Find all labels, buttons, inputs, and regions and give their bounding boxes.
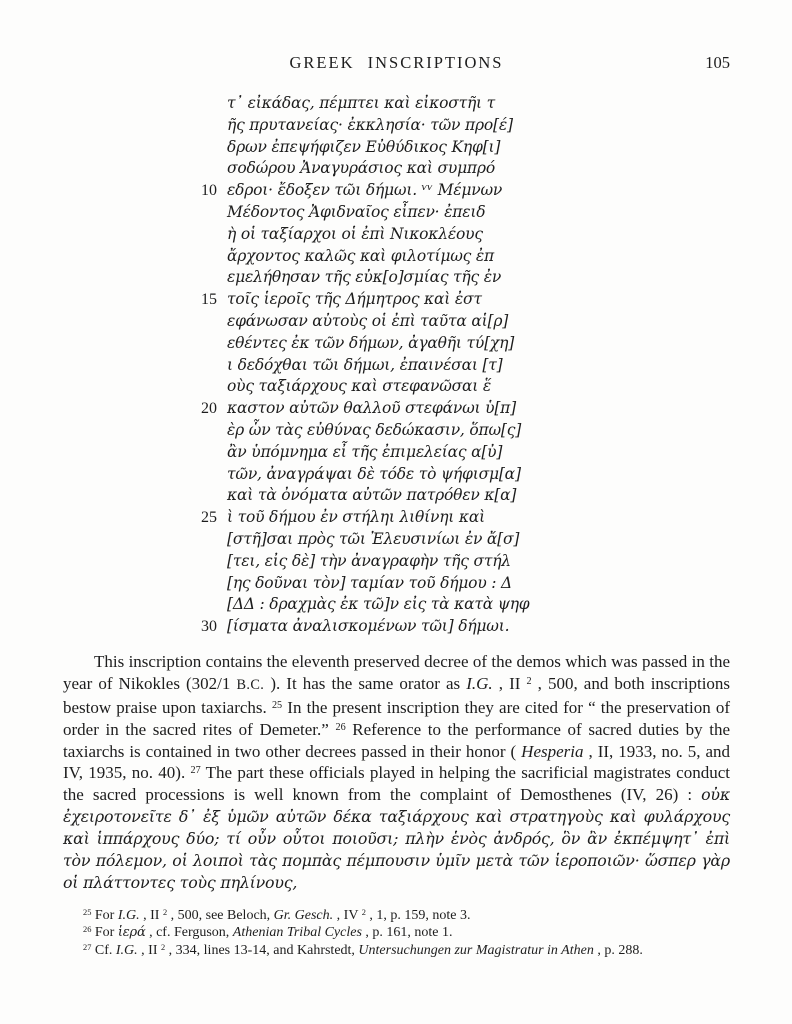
inscription-line <box>63 333 730 355</box>
inscription-line <box>63 311 730 333</box>
footnote-run: Athenian Tribal Cycles <box>232 925 362 941</box>
line-text: ὲρ ὧν τὰς εὐθύνας δεδώκασιν, ὅπω[ς] <box>227 420 522 439</box>
line-number <box>63 267 227 289</box>
line-number <box>63 246 227 268</box>
line-number <box>63 158 227 180</box>
footnote-run: 2 <box>162 907 168 917</box>
footnote-run: , II <box>141 943 158 959</box>
line-number <box>63 137 227 159</box>
inscription-line <box>63 137 730 159</box>
inscription-line <box>63 464 730 486</box>
line-number: 10 <box>201 182 217 200</box>
footnote-run: 2 <box>361 907 366 917</box>
inscription-line <box>63 246 730 268</box>
line-number <box>63 442 227 464</box>
line-number <box>63 115 227 137</box>
footnotes-section <box>63 907 730 960</box>
line-text: τ᾽ εἰκάδας, πέμπτει καὶ εἰκοστῆι τ <box>227 94 496 112</box>
inscription-line <box>63 224 730 246</box>
text-run: I.G. <box>466 673 493 693</box>
line-text: σοδώρου Ἀναγυράσιος καὶ συμπρό <box>227 159 495 178</box>
line-text: δρων ἐπεψήφιζεν Εὐθύδικος Κηφ[ι] <box>227 137 501 156</box>
inscription-line <box>63 573 730 595</box>
inscription-line <box>63 507 730 529</box>
line-number <box>63 202 227 224</box>
inscription-line <box>63 376 730 398</box>
footnote-run: For <box>94 925 118 941</box>
footnote <box>63 907 730 925</box>
line-number <box>63 594 227 616</box>
line-text: ἄρχοντος καλῶς καὶ φιλοτίμως ἐπ <box>227 246 494 265</box>
line-text: εφάνωσαν αὐτοὺς οἱ ἐπὶ ταῦτα αἱ[ρ] <box>227 311 509 330</box>
line-text: [ης δοῦναι τὸν] ταμίαν τοῦ δήμου : Δ <box>227 573 513 592</box>
line-text: [ίσματα ἀναλισκομένων τῶι] δήμωι. <box>227 617 510 636</box>
footnote <box>63 942 730 960</box>
line-text: Μέδοντος Ἀφιδναῖος εἶπεν· ἐπειδ <box>227 202 486 221</box>
line-text: ὶ τοῦ δήμου ἐν στήληι λιθίνηι καὶ <box>227 508 485 527</box>
inscription-line <box>63 529 730 551</box>
footnote-run: I.G. <box>117 907 140 923</box>
line-number <box>63 355 227 377</box>
footnote-run: Cf. <box>94 943 116 959</box>
footnote-run: 2 <box>160 942 166 952</box>
footnote-run: , IV <box>336 907 359 923</box>
inscription-line <box>63 355 730 377</box>
line-number: 30 <box>201 618 217 636</box>
line-text: εδροι· ἔδοξεν τῶι δήμωι. ᵛᵛ Μέμνων <box>227 181 503 200</box>
footnote-run: Untersuchungen zur Magistratur in Athen <box>358 943 594 959</box>
footnote-run: I.G. <box>115 943 138 959</box>
line-text: εθέντες ἐκ τῶν δήμων, ἀγαθῆι τύ[χη] <box>227 333 515 352</box>
text-run: 2 <box>526 675 532 687</box>
footnote-run: , p. 288. <box>597 943 643 959</box>
text-run: This inscription contains the eleventh preserved decree of the demos which was passed in the year of Nikokles (302/1 <box>63 651 730 693</box>
footnote-run: ἱερά <box>117 925 146 941</box>
inscription-line <box>63 420 730 442</box>
text-run: οὐκ ἐχειροτονεῖτε δ᾽ ἐξ ὑμῶν αὐτῶν δέκα ταξιάρχους καὶ στρατηγοὺς καὶ φυλάρχους καὶ ἱππάρχους δύο; τί οὖν οὗτοι ποιοῦσι; πλὴν ἑνὸς ἀνδρός, ὃν ἂν ἐκπέμψητ᾽ ἐπὶ τὸν πόλεμον, οἱ λοιποὶ τὰς πομπὰς πέμπουσιν ὑμῖν μετὰ τῶν ἱεροποιῶν· ὥσπερ γὰρ οἱ πλάττοντες τοὺς πηλίνους, <box>63 785 730 892</box>
text-run: Hesperia <box>521 741 584 761</box>
inscription-line <box>63 485 730 507</box>
inscription-line <box>63 158 730 180</box>
inscription-line <box>63 289 730 311</box>
footnote-run: 27 <box>83 942 92 952</box>
footnote-run: , 334, lines 13-14, and Kahrstedt, <box>168 943 359 959</box>
line-text: τοῖς ἱεροῖς τῆς Δήμητρος καὶ ἐστ <box>227 290 482 309</box>
line-number <box>63 333 227 355</box>
line-number <box>63 376 227 398</box>
inscription-line <box>63 202 730 224</box>
text-run: 27 <box>190 765 201 777</box>
line-number <box>63 420 227 442</box>
footnote-run: 25 <box>83 907 92 917</box>
text-run: In the present inscription they are cited for “ the preservation of order in the sacred rites of Demeter.” <box>63 697 730 739</box>
line-number <box>63 551 227 573</box>
footnote-run: , II <box>143 907 160 923</box>
text-run: , II <box>498 673 521 693</box>
text-run: , II, 1933, no. 5, and IV, 1935, no. 40). <box>63 741 730 783</box>
line-number <box>63 573 227 595</box>
text-run: 25 <box>271 699 283 711</box>
line-text: καὶ τὰ ὀνόματα αὐτῶν πατρόθεν κ[α] <box>227 486 517 505</box>
text-run: 26 <box>335 721 346 733</box>
inscription-line <box>63 551 730 573</box>
text-run: The part these officials played in helping the sacrificial magistrates conduct the sacred processions is well known from the complaint of Demosthenes (IV, 26) : <box>63 763 730 805</box>
line-number <box>63 311 227 333</box>
line-text: ὴ οἱ ταξίαρχοι οἱ ἐπὶ Νικοκλέους <box>227 224 483 243</box>
line-text: εμελήθησαν τῆς εὐκ[ο]σμίας τῆς ἐν <box>227 268 502 287</box>
running-head <box>63 54 730 72</box>
line-text: καστον αὐτῶν θαλλοῦ στεφάνωι ὑ[π] <box>227 399 517 418</box>
text-run: ). It has the same orator as <box>270 673 467 693</box>
line-text: [τει, εἰς δὲ] τὴν ἀναγραφὴν τῆς στήλ <box>227 551 511 570</box>
inscription-line <box>63 267 730 289</box>
line-number <box>63 464 227 486</box>
body-paragraph <box>63 651 730 894</box>
inscription-line <box>63 180 730 202</box>
line-number: 20 <box>201 400 217 418</box>
footnote <box>63 924 730 942</box>
line-text: [στῆ]σαι πρὸς τῶι Ἐλευσινίωι ἐν ἄ[σ] <box>227 529 520 548</box>
footnote-run: , p. 161, note 1. <box>365 925 453 941</box>
line-text: [ΔΔ : δραχμὰς ἐκ τῶ]ν εἰς τὰ κατὰ ψηφ <box>227 595 530 614</box>
inscription-block <box>63 93 730 638</box>
footnote-run: For <box>94 907 118 923</box>
inscription-line <box>63 442 730 464</box>
line-number: 15 <box>201 291 217 309</box>
inscription-line <box>63 616 730 638</box>
page-title: GREEK INSCRIPTIONS <box>289 53 504 72</box>
inscription-line <box>63 93 730 115</box>
footnote-run: 26 <box>83 925 92 935</box>
line-number: 25 <box>201 509 217 527</box>
page-number: 105 <box>705 53 730 72</box>
footnote-run: , 500, see Beloch, <box>170 907 274 923</box>
inscription-line <box>63 594 730 616</box>
line-text: ἂν ὑπόμνημα εἶ τῆς ἐπιμελείας α[ὐ] <box>227 442 503 461</box>
line-text: ῆς πρυτανείας· ἐκκλησία· τῶν προ[έ] <box>227 115 513 134</box>
text-run: Reference to the performance of sacred duties by the taxiarchs is contained in two other decrees passed in their honor ( <box>63 719 730 761</box>
line-number <box>63 93 227 115</box>
line-number <box>63 224 227 246</box>
line-number <box>63 529 227 551</box>
line-text: ι δεδόχθαι τῶι δήμωι, ἐπαινέσαι [τ] <box>227 355 503 374</box>
inscription-line <box>63 398 730 420</box>
footnote-run: Gr. Gesch. <box>273 907 334 923</box>
inscription-line <box>63 115 730 137</box>
line-text: οὺς ταξιάρχους καὶ στεφανῶσαι ἕ <box>227 377 492 396</box>
footnote-run: , 1, p. 159, note 3. <box>369 907 471 923</box>
text-run: B.C. <box>236 676 265 693</box>
text-run: , 500, and both inscriptions bestow praise upon taxiarchs. <box>63 673 731 717</box>
footnote-run: , cf. Ferguson, <box>149 925 233 941</box>
line-number <box>63 485 227 507</box>
line-text: τῶν, ἀναγράψαι δὲ τόδε τὸ ψήφισμ[α] <box>227 464 521 483</box>
